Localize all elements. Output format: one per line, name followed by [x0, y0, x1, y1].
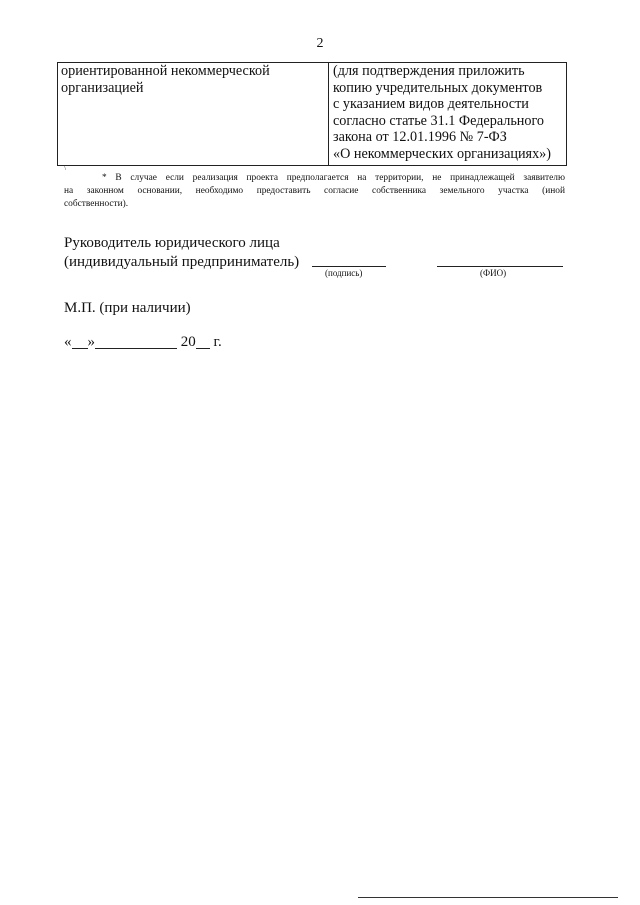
table-cell-line: (для подтверждения приложить [333, 63, 525, 79]
date-year-prefix: 20 [180, 334, 196, 350]
date-open-quote: « [64, 334, 72, 350]
table-cell-left [58, 63, 329, 165]
table-cell-line: ориентированной некоммерческой [61, 63, 270, 79]
signature-label: (подпись) [325, 268, 363, 278]
requirements-table [57, 62, 567, 166]
date-day-blank[interactable] [72, 334, 88, 349]
footnote-line: на законном основании, необходимо предоставить согласие собственника земельного участка (иной [64, 186, 565, 196]
stamp-note: М.П. (при наличии) [64, 300, 191, 316]
date-field [64, 334, 222, 351]
signature-line[interactable] [312, 266, 386, 267]
table-cell-line: с указанием видов деятельности [333, 96, 529, 113]
fio-line[interactable] [437, 266, 563, 267]
footnote-line: собственности). [64, 199, 129, 209]
footnote-mark: \ [64, 164, 66, 172]
table-cell-line: согласно статье 31.1 Федерального [333, 112, 545, 129]
footnote-line: * В случае если реализация проекта предполагается на территории, не принадлежащей заявителю [102, 173, 565, 183]
footnote [64, 172, 565, 211]
date-year-suffix: г. [213, 334, 222, 350]
date-year-blank[interactable] [196, 334, 210, 349]
table-cell-line: организацией [61, 79, 144, 96]
date-month-blank[interactable] [95, 334, 177, 349]
signer-title-line1: Руководитель юридического лица [64, 235, 280, 251]
signer-title-line2: (индивидуальный предприниматель) [64, 254, 300, 270]
bottom-rule [358, 897, 618, 898]
table-cell-line: «О некоммерческих организациях») [333, 145, 551, 162]
table-cell-right [329, 63, 566, 165]
fio-label: (ФИО) [480, 268, 507, 278]
signer-title [64, 234, 299, 272]
table-cell-line: копию учредительных документов [333, 79, 543, 96]
date-close-quote: » [87, 334, 95, 350]
table-cell-line: закона от 12.01.1996 № 7-ФЗ [333, 129, 507, 146]
page-number: 2 [316, 36, 324, 51]
